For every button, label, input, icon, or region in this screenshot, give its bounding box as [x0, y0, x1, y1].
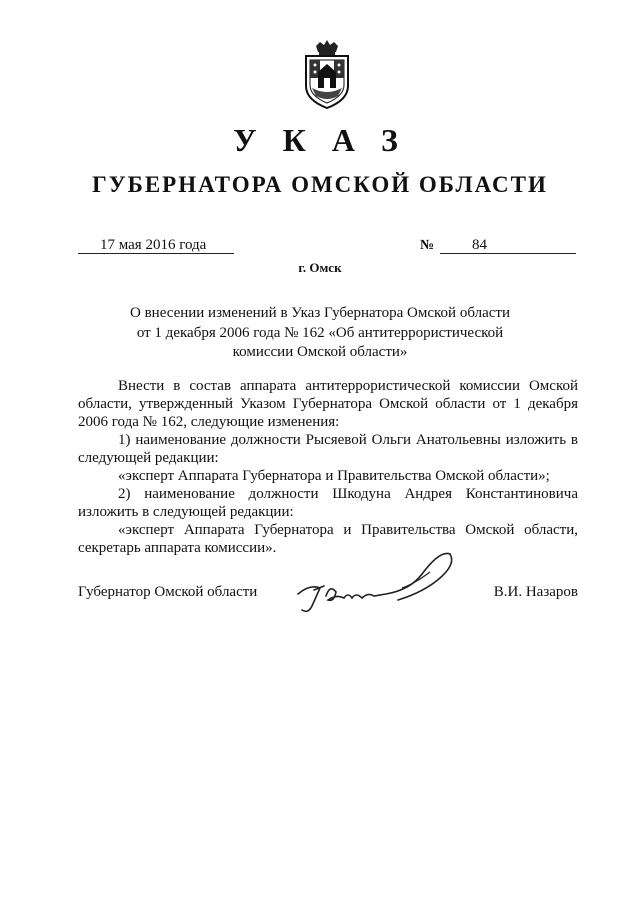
document-body [78, 377, 578, 557]
document-date: 17 мая 2016 года [78, 236, 234, 254]
body-paragraph: «эксперт Аппарата Губернатора и Правительства Омской области, секретарь аппарата комиссии». [78, 522, 578, 556]
signer-name: В.И. Назаров [493, 584, 578, 600]
body-paragraph: Внести в состав аппарата антитеррористической комиссии Омской области, утвержденный Указом Губернатора Омской области от 1 декабря 2006 года № 162, следующие изменения: [78, 378, 578, 430]
signer-position: Губернатор Омской области [78, 584, 258, 600]
handwritten-signature [290, 544, 470, 624]
document-city: г. Омск [298, 260, 342, 275]
coat-of-arms-emblem [298, 38, 356, 110]
document-number: 84 [440, 236, 576, 254]
document-subject [110, 304, 530, 363]
body-paragraph: «эксперт Аппарата Губернатора и Правительства Омской области»; [118, 468, 550, 484]
signature-block [78, 584, 578, 614]
subject-line: от 1 декабря 2006 года № 162 «Об антитеррористической [136, 324, 504, 341]
subject-line: комиссии Омской области» [232, 344, 408, 360]
subject-line: О внесении изменений в Указ Губернатора Омской области [130, 305, 510, 321]
body-paragraph: 1) наименование должности Рысяевой Ольги Анатольевны изложить в следующей редакции: [78, 432, 578, 466]
document-title: У К А З [233, 122, 407, 158]
document-subtitle: ГУБЕРНАТОРА ОМСКОЙ ОБЛАСТИ [92, 172, 548, 197]
body-paragraph: 2) наименование должности Шкодуна Андрея Константиновича изложить в следующей редакции: [78, 486, 578, 520]
number-label: № [420, 238, 435, 253]
